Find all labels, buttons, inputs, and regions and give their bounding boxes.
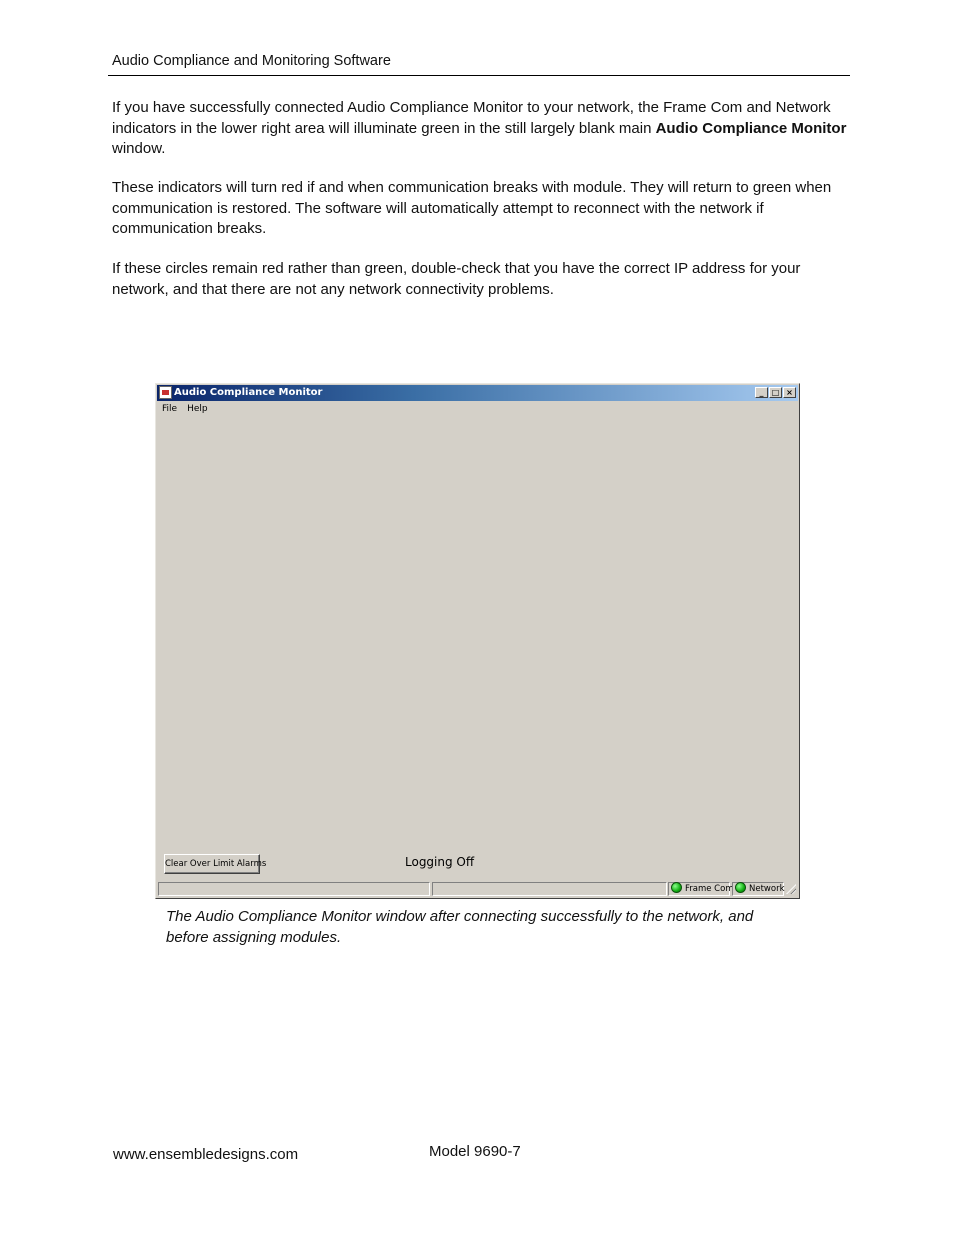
status-pane-1 <box>158 882 430 896</box>
frame-com-label: Frame Com <box>685 884 734 894</box>
network-led-icon <box>735 882 746 893</box>
app-window-screenshot <box>155 383 800 899</box>
header-rule <box>108 75 850 76</box>
clear-over-limit-alarms-button[interactable]: Clear Over Limit Alarms <box>164 854 260 874</box>
minimize-button[interactable]: _ <box>755 387 768 398</box>
paragraph-1 <box>112 98 847 160</box>
close-button[interactable]: × <box>783 387 796 398</box>
paragraph-1-text: If you have successfully connected Audio Compliance Monitor to your network, the Frame Com and Network indicators in the lower right area will illuminate green in the still largely blank main <box>112 99 831 137</box>
window-title: Audio Compliance Monitor <box>174 387 323 398</box>
running-header: Audio Compliance and Monitoring Software <box>112 53 391 69</box>
status-bar <box>157 881 798 897</box>
logging-status: Logging Off <box>405 855 475 869</box>
window-titlebar[interactable] <box>157 385 798 401</box>
frame-com-indicator <box>668 882 734 896</box>
menu-file[interactable]: File <box>162 404 178 414</box>
paragraph-1-bold: Audio Compliance Monitor <box>655 119 847 137</box>
footer-url: www.ensembledesigns.com <box>113 1146 299 1163</box>
figure-caption: The Audio Compliance Monitor window after connecting successfully to the network, and before assigning modules. <box>166 908 754 946</box>
paragraph-2: These indicators will turn red if and when communication breaks with module. They will return to green when communication is restored. The software will automatically attempt to reconnect with the network if communication breaks. <box>112 179 832 237</box>
menubar <box>157 402 798 416</box>
paragraph-3: If these circles remain red rather than green, double-check that you have the correct IP address for your network, and that there are not any network connectivity problems. <box>112 260 801 298</box>
paragraph-1-tail: window. <box>112 140 166 157</box>
frame-com-led-icon <box>671 882 682 893</box>
app-icon <box>159 386 172 399</box>
menu-help[interactable]: Help <box>187 404 208 414</box>
maximize-button[interactable]: □ <box>769 387 782 398</box>
network-indicator <box>732 882 784 896</box>
footer-model: Model 9690-7 <box>429 1143 521 1160</box>
resize-grip-icon[interactable] <box>786 884 796 894</box>
status-pane-2 <box>432 882 667 896</box>
network-label: Network <box>749 884 785 894</box>
